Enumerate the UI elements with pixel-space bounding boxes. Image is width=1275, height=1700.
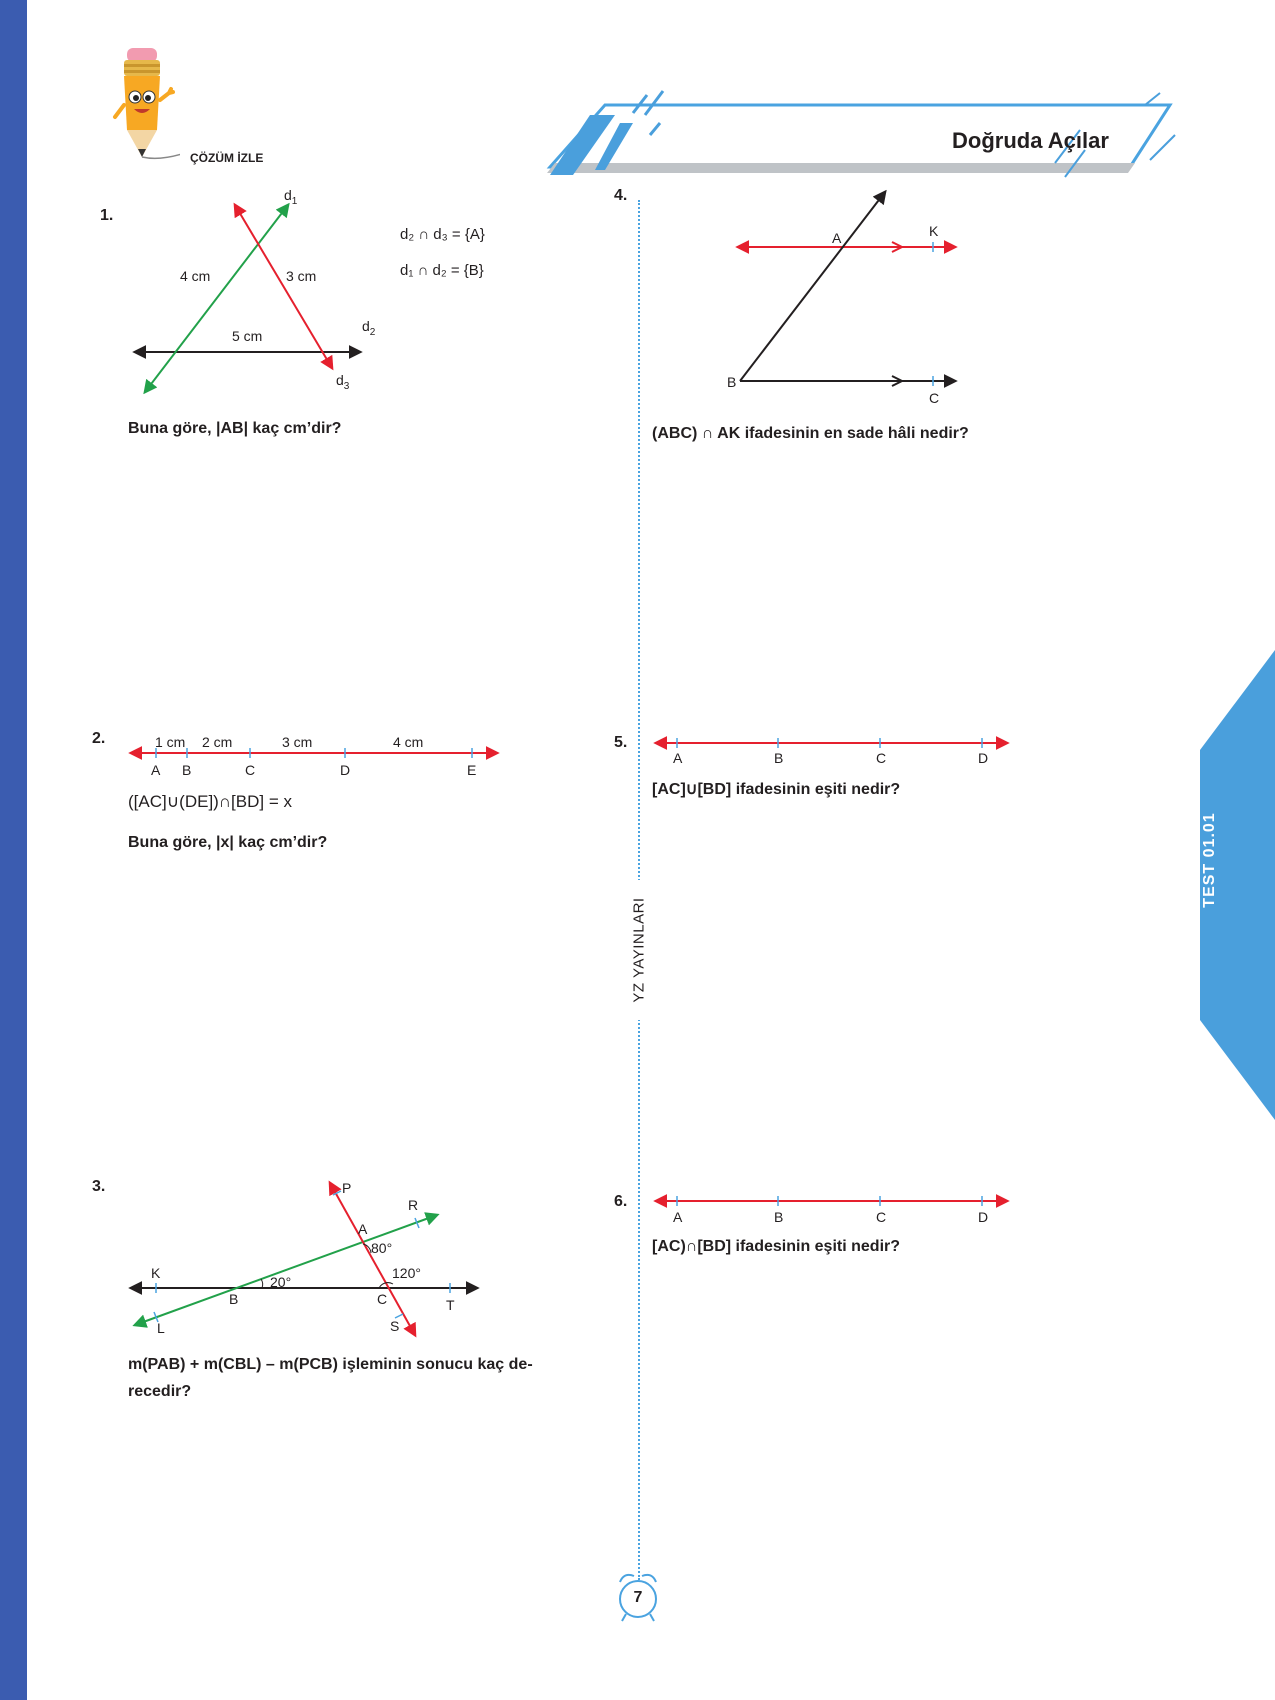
q6-number-line	[650, 1191, 1015, 1211]
page-title: Doğruda Açılar	[952, 128, 1109, 153]
point-B: B	[182, 762, 192, 778]
point-E: E	[467, 762, 477, 778]
point-A: A	[151, 762, 161, 778]
point-A: A	[673, 1209, 683, 1225]
point-A: A	[673, 750, 683, 766]
q4-figure	[730, 185, 970, 395]
q3-question-line1: m(PAB) + m(CBL) – m(PCB) işleminin sonucu kaç de-	[128, 1356, 533, 1373]
line-d1	[145, 205, 288, 392]
ray-BA	[740, 192, 885, 381]
label-d2: $d_2$	[362, 318, 376, 338]
q2-number: 2.	[92, 730, 106, 747]
q2-expression: ([AC]∪(DE])∩[BD] = x	[128, 792, 292, 811]
length-3cm: 3 cm	[286, 268, 317, 284]
seg-4cm: 4 cm	[393, 734, 424, 750]
label-K: K	[929, 223, 939, 239]
left-color-strip	[0, 0, 27, 1700]
label-S: S	[390, 1318, 400, 1334]
angle-120: 120°	[392, 1265, 421, 1281]
label-A: A	[358, 1221, 368, 1237]
q4-number: 4.	[614, 187, 628, 204]
pencil-mascot-icon	[105, 45, 180, 170]
q5-number-line	[650, 733, 1015, 753]
point-B: B	[774, 1209, 784, 1225]
point-D: D	[978, 750, 989, 766]
length-5cm: 5 cm	[232, 328, 263, 344]
page-number: 7	[633, 1589, 643, 1606]
q3-question-line2: recedir?	[128, 1383, 192, 1400]
point-C: C	[876, 1209, 887, 1225]
q5-question: [AC]∪[BD] ifadesinin eşiti nedir?	[652, 781, 901, 798]
label-R: R	[408, 1197, 419, 1213]
label-d3: $d_3$	[336, 372, 350, 392]
q5-number: 5.	[614, 734, 628, 751]
label-T: T	[446, 1297, 455, 1313]
q3-number: 3.	[92, 1178, 106, 1195]
seg-3cm: 3 cm	[282, 734, 313, 750]
q2-question: Buna göre, |x| kaç cm’dir?	[128, 834, 328, 851]
point-D: D	[978, 1209, 989, 1225]
seg-2cm: 2 cm	[202, 734, 233, 750]
publisher-label: YZ YAYINLARI	[626, 880, 652, 1020]
label-B: B	[229, 1291, 239, 1307]
q1-number: 1.	[100, 207, 114, 224]
q6-question: [AC)∩[BD] ifadesinin eşiti nedir?	[652, 1238, 901, 1255]
point-D: D	[340, 762, 351, 778]
angle-20: 20°	[270, 1274, 292, 1290]
seg-1cm: 1 cm	[155, 734, 186, 750]
label-B: B	[727, 374, 737, 390]
relation-1: d₂ ∩ d₃ = {A}	[400, 226, 485, 243]
q4-question: (ABC) ∩ AK ifadesinin en sade hâli nedir?	[652, 425, 969, 442]
label-C: C	[929, 390, 940, 406]
test-code: TEST 01.01	[1201, 812, 1218, 908]
q6-number: 6.	[614, 1193, 628, 1210]
label-L: L	[157, 1320, 165, 1336]
relation-2: d₁ ∩ d₂ = {B}	[400, 262, 484, 279]
label-C: C	[377, 1291, 388, 1307]
label-A: A	[832, 230, 842, 246]
line-PS	[330, 1183, 415, 1335]
q1-question: Buna göre, |AB| kaç cm’dir?	[128, 420, 342, 437]
label-K: K	[151, 1265, 161, 1281]
angle-80: 80°	[371, 1240, 393, 1256]
point-C: C	[245, 762, 256, 778]
label-d1: $d_1$	[284, 187, 298, 207]
point-B: B	[774, 750, 784, 766]
length-4cm: 4 cm	[180, 268, 211, 284]
q3-figure	[125, 1175, 485, 1340]
label-P: P	[342, 1180, 352, 1196]
brand-label: ÇÖZÜM İZLE	[190, 151, 264, 165]
point-C: C	[876, 750, 887, 766]
